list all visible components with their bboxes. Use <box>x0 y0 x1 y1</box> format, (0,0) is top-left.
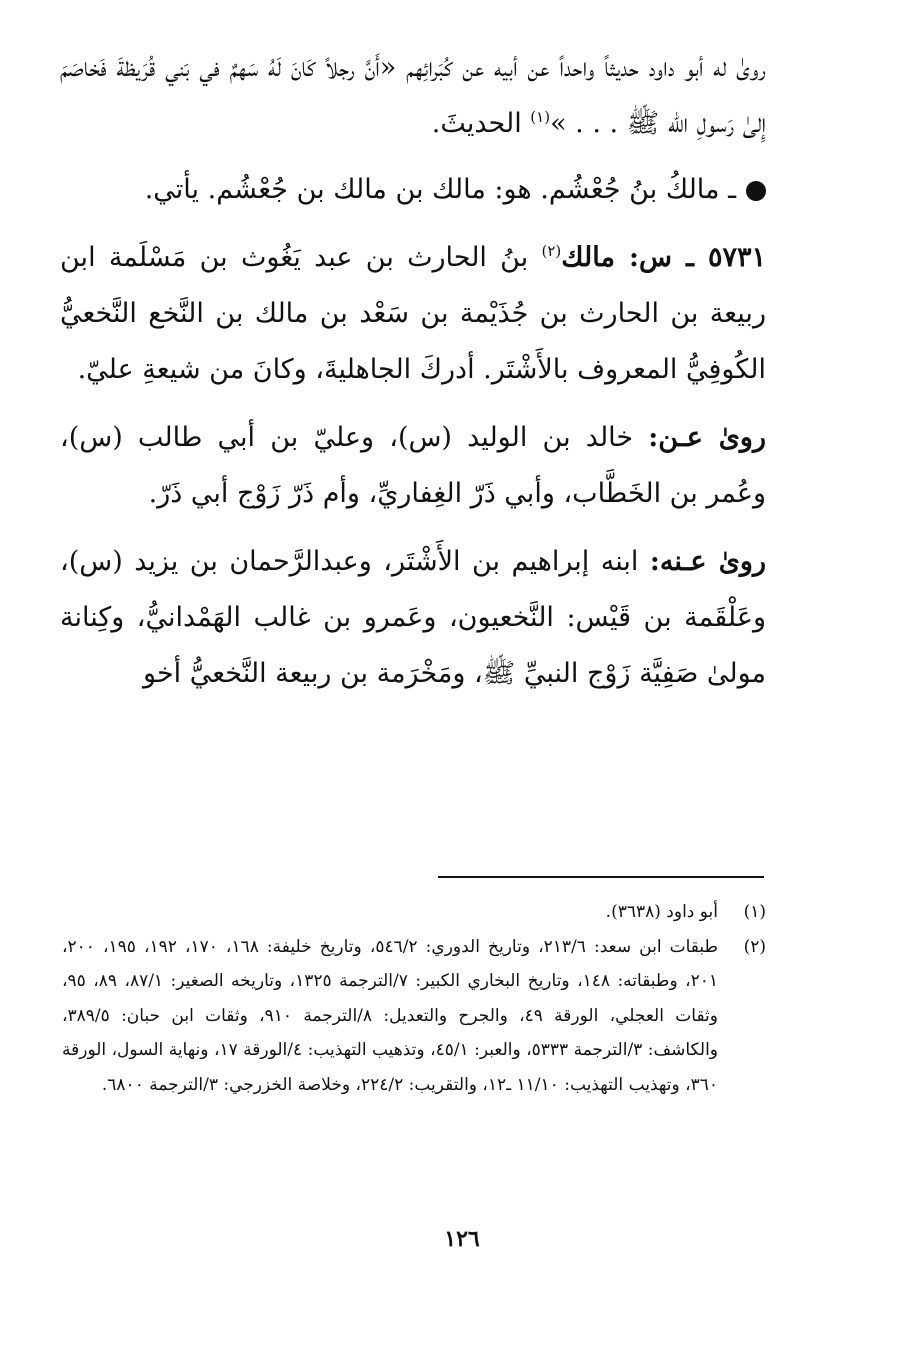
narrated-by-paragraph <box>60 534 766 702</box>
footnote-text: أبو داود (٣٦٣٨). <box>605 902 718 922</box>
entry-biography: بنُ الحارث بن عبد يَغُوث بن مَسْلَمة ابن ربيعة بن الحارث بن جُذَيْمة بن سَعْد بن مالك بن النَّخع النَّخعيُّ الكُوفِيُّ المعروف بالأَشْتَر. أدركَ الجاهليةَ، وكانَ من شيعةِ عليّ. <box>60 242 766 385</box>
narrated-from-label: روىٰ عـن: <box>648 422 767 453</box>
footnote-2 <box>62 930 766 1103</box>
cross-reference-paragraph <box>60 162 766 218</box>
page-number: ١٢٦ <box>444 1226 480 1252</box>
narrated-by-label: روىٰ عـنه: <box>649 546 766 577</box>
footnote-ref-1: (١) <box>530 108 551 126</box>
footnote-number: (١) <box>743 902 766 922</box>
intro-paragraph <box>60 40 766 152</box>
entry-heading: ٥٧٣١ ـ س: مالك <box>561 242 766 273</box>
footnote-ref-2: (٢) <box>541 242 562 260</box>
footnote-number: (٢) <box>743 936 766 957</box>
cross-reference-text: ـ مالكُ بنُ جُعْشُم. هو: مالك بن مالك بن جُعْشُم. يأتي. <box>144 174 736 205</box>
footnote-divider <box>438 876 764 878</box>
footnote-text: طبقات ابن سعد: ٢١٣/٦، وتاريخ الدوري: ٥٤٦/٢، وتاريخ خليفة: ١٦٨، ١٧٠، ١٩٢، ١٩٥، ٢٠٠، ٢٠١، وطبقاته: ١٤٨، وتاريخ البخاري الكبير: ٧/الترجمة ١٣٢٥، وتاريخه الصغير: ٨٧/١، ٨٩، ٩٥، وثقات العجلي، الورقة ٤٩، والجرح والتعديل: ٨/الترجمة ٩١٠، وثقات ابن حبان: ٣٨٩/٥، والكاشف: ٣/الترجمة ٥٣٣٣، والعبر: ٤٥/١، وتذهيب التهذيب: ٤/الورقة ١٧، ونهاية السول، الورقة ٣٦٠، وتهذيب التهذيب: ١١/١٠ ـ١٢، والتقريب: ٢٢٤/٢، وخلاصة الخزرجي: ٣/الترجمة ٦٨٠٠. <box>62 936 719 1095</box>
intro-tail: الحديثَ. <box>431 108 531 139</box>
entry-paragraph <box>60 230 766 398</box>
footnotes <box>62 895 766 1102</box>
main-text <box>60 40 766 714</box>
narrated-by-text: ابنه إبراهيم بن الأَشْتَر، وعبدالرَّحمان بن يزيد (س)، وعَلْقَمة بن قَيْس: النَّخعيون، وعَمرو بن غالب الهَمْدانيُّ، وكِنانة مولىٰ صَفِيَّة زَوْج النبيِّ ﷺ، ومَخْرَمة بن ربيعة النَّخعيُّ أخو <box>60 546 766 689</box>
intro-text: روىٰ له أبو داود حديثاً واحداً عن أبيه عن كُبَرائِهم «أَنَّ رجلاً كَانَ لَهُ سَهمٌ في بَني قُرَيظةَ فَخاصَمَ إِلىٰ رَسولِ الله ﷺ . . . » <box>60 52 766 139</box>
narrated-from-paragraph <box>60 410 766 522</box>
bullet-icon <box>746 181 766 201</box>
footnote-1 <box>62 895 766 930</box>
narrated-from-text: خالد بن الوليد (س)، وعليّ بن أبي طالب (س)، وعُمر بن الخَطَّاب، وأبي ذَرّ الغِفاريِّ، وأم ذَرّ زَوْج أبي ذَرّ. <box>60 422 766 509</box>
